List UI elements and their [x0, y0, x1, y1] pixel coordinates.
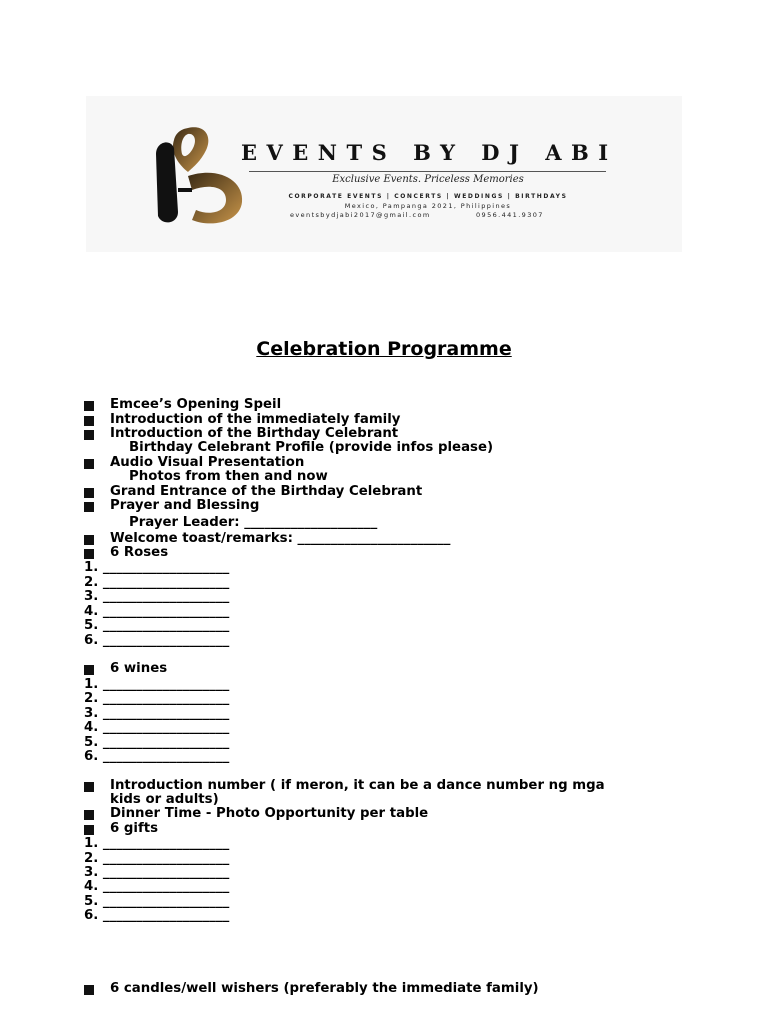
dj-abi-logo-icon — [148, 124, 244, 228]
bullet-icon — [84, 459, 94, 469]
roses-line: 5. ___________________ — [84, 618, 230, 633]
bullet-icon — [84, 502, 94, 512]
roses-line: 4. ___________________ — [84, 604, 230, 619]
item-profile: Birthday Celebrant Profile (provide infos please) — [129, 440, 494, 455]
page-title: Celebration Programme — [256, 338, 512, 360]
roses-line: 3. ___________________ — [84, 589, 230, 604]
bullet-icon — [84, 416, 94, 426]
tagline: Exclusive Events. Priceless Memories — [332, 174, 524, 185]
bullet-icon — [84, 488, 94, 498]
address: Mexico, Pampanga 2021, Philippines — [344, 202, 512, 210]
item-prayer: Prayer and Blessing — [110, 498, 260, 513]
item-toast: Welcome toast/remarks: _______________________ — [110, 531, 451, 546]
roses-line: 6. ___________________ — [84, 633, 230, 648]
item-intro-celebrant: Introduction of the Birthday Celebrant — [110, 426, 399, 441]
gifts-line: 1. ___________________ — [84, 836, 230, 851]
item-opening: Emcee’s Opening Speil — [110, 397, 282, 412]
item-intro-family: Introduction of the immediately family — [110, 412, 401, 427]
wines-line: 2. ___________________ — [84, 691, 230, 706]
gifts-line: 2. ___________________ — [84, 851, 230, 866]
bullet-icon — [84, 665, 94, 675]
wines-line: 1. ___________________ — [84, 677, 230, 692]
gifts-line: 3. ___________________ — [84, 865, 230, 880]
item-prayer-leader: Prayer Leader: ____________________ — [129, 515, 378, 530]
item-photos: Photos from then and now — [129, 469, 328, 484]
wines-line: 6. ___________________ — [84, 749, 230, 764]
item-candles: 6 candles/well wishers (preferably the immediate family) — [110, 981, 539, 996]
wines-line: 3. ___________________ — [84, 706, 230, 721]
wines-line: 4. ___________________ — [84, 720, 230, 735]
item-roses: 6 Roses — [110, 545, 169, 560]
bullet-icon — [84, 549, 94, 559]
bullet-icon — [84, 535, 94, 545]
wines-line: 5. ___________________ — [84, 735, 230, 750]
header-rule — [249, 171, 606, 172]
item-intro-number-cont: kids or adults) — [110, 792, 219, 807]
email: eventsbydjabi2017@gmail.com — [290, 211, 431, 219]
item-av: Audio Visual Presentation — [110, 455, 305, 470]
bullet-icon — [84, 985, 94, 995]
bullet-icon — [84, 825, 94, 835]
item-intro-number: Introduction number ( if meron, it can be a dance number ng mga — [110, 778, 605, 793]
gifts-line: 4. ___________________ — [84, 879, 230, 894]
bullet-icon — [84, 810, 94, 820]
bullet-icon — [84, 401, 94, 411]
gifts-line: 5. ___________________ — [84, 894, 230, 909]
services: CORPORATE EVENTS | CONCERTS | WEDDINGS | BIRTHDAYS — [288, 193, 568, 200]
item-dinner: Dinner Time - Photo Opportunity per table — [110, 806, 429, 821]
bullet-icon — [84, 782, 94, 792]
brand-name: EVENTS BY DJ ABI — [241, 140, 618, 165]
phone: 0956.441.9307 — [476, 211, 544, 219]
letterhead — [86, 96, 682, 252]
roses-line: 1. ___________________ — [84, 560, 230, 575]
roses-line: 2. ___________________ — [84, 575, 230, 590]
item-gifts: 6 gifts — [110, 821, 159, 836]
item-wines: 6 wines — [110, 661, 168, 676]
gifts-line: 6. ___________________ — [84, 908, 230, 923]
bullet-icon — [84, 430, 94, 440]
item-entrance: Grand Entrance of the Birthday Celebrant — [110, 484, 423, 499]
